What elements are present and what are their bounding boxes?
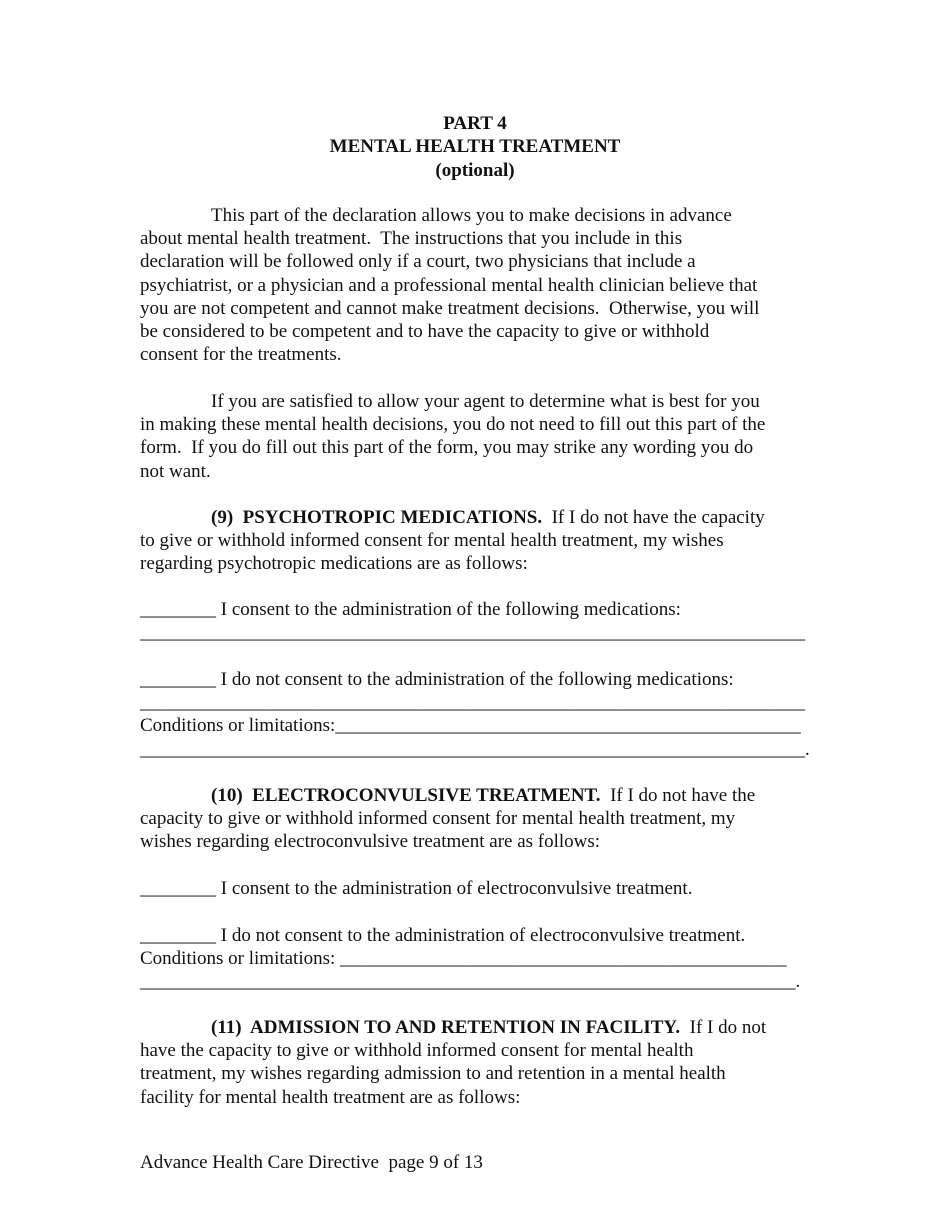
medication-conditions-blank[interactable]: ______________________________________________________________________. bbox=[140, 738, 810, 760]
part-title: MENTAL HEALTH TREATMENT bbox=[329, 136, 621, 158]
page-footer: Advance Health Care Directive page 9 of 13 bbox=[140, 1152, 483, 1173]
medication-consent-blank[interactable]: ______________________________________________________________________ bbox=[140, 622, 805, 644]
intro-paragraph-1: This part of the declaration allows you to make decisions in advance about mental health treatment. The instructions that you include in this declaration will be followed only if a court, two physicians that include a psychiatrist, or a physician and a professional mental health clinician believe that you are not competent and cannot make treatment decisions. Otherwise, you will be considered to be competent and to have the capacity to give or withhold consent for the treatments. bbox=[140, 205, 760, 366]
medication-no-consent-option bbox=[140, 668, 810, 761]
section-9-heading: (9) PSYCHOTROPIC MEDICATIONS. bbox=[211, 507, 543, 528]
part-subtitle: (optional) bbox=[435, 159, 515, 181]
section-psychotropic-medications: (9) PSYCHOTROPIC MEDICATIONS. If I do not have the capacity to give or withhold informed consent for mental health treatment, my wishes regarding psychotropic medications are as follows: bbox=[140, 507, 765, 575]
ect-no-consent-line[interactable]: ________ I do not consent to the administration of electroconvulsive treatment. bbox=[140, 925, 746, 946]
medication-no-consent-blank[interactable]: ______________________________________________________________________ bbox=[140, 692, 805, 714]
ect-no-consent-option bbox=[140, 924, 810, 994]
medication-consent-line[interactable]: ________ I consent to the administration of the following medications: bbox=[140, 599, 681, 620]
medication-consent-option bbox=[140, 598, 810, 644]
ect-consent-line[interactable]: ________ I consent to the administration of electroconvulsive treatment. bbox=[140, 878, 693, 899]
section-electroconvulsive-treatment: (10) ELECTROCONVULSIVE TREATMENT. If I do not have the capacity to give or withhold informed consent for mental health treatment, my wishes regarding electroconvulsive treatment are as follows: bbox=[140, 785, 756, 853]
part-number: PART 4 bbox=[443, 113, 507, 134]
section-admission-retention-facility: (11) ADMISSION TO AND RETENTION IN FACILITY. If I do not have the capacity to give or withhold informed consent for mental health treatment, my wishes regarding admission to and retention in a mental health facility for mental health treatment are as follows: bbox=[140, 1017, 767, 1108]
section-11-heading: (11) ADMISSION TO AND RETENTION IN FACILITY. bbox=[211, 1017, 681, 1038]
ect-consent-option bbox=[140, 877, 810, 900]
ect-conditions-blank[interactable]: _____________________________________________________________________. bbox=[140, 971, 801, 993]
ect-conditions-field[interactable]: Conditions or limitations: _______________________________________________ bbox=[140, 948, 787, 970]
section-10-heading: (10) ELECTROCONVULSIVE TREATMENT. bbox=[211, 785, 601, 806]
medication-no-consent-line[interactable]: ________ I do not consent to the administration of the following medications: bbox=[140, 669, 734, 690]
medication-conditions-field[interactable]: Conditions or limitations:_________________________________________________ bbox=[140, 715, 801, 737]
intro-paragraph-2: If you are satisfied to allow your agent to determine what is best for you in making these mental health decisions, you do not need to fill out this part of the form. If you do fill out this part of the form, you may strike any wording you do not want. bbox=[140, 391, 766, 482]
part-heading bbox=[0, 112, 950, 182]
